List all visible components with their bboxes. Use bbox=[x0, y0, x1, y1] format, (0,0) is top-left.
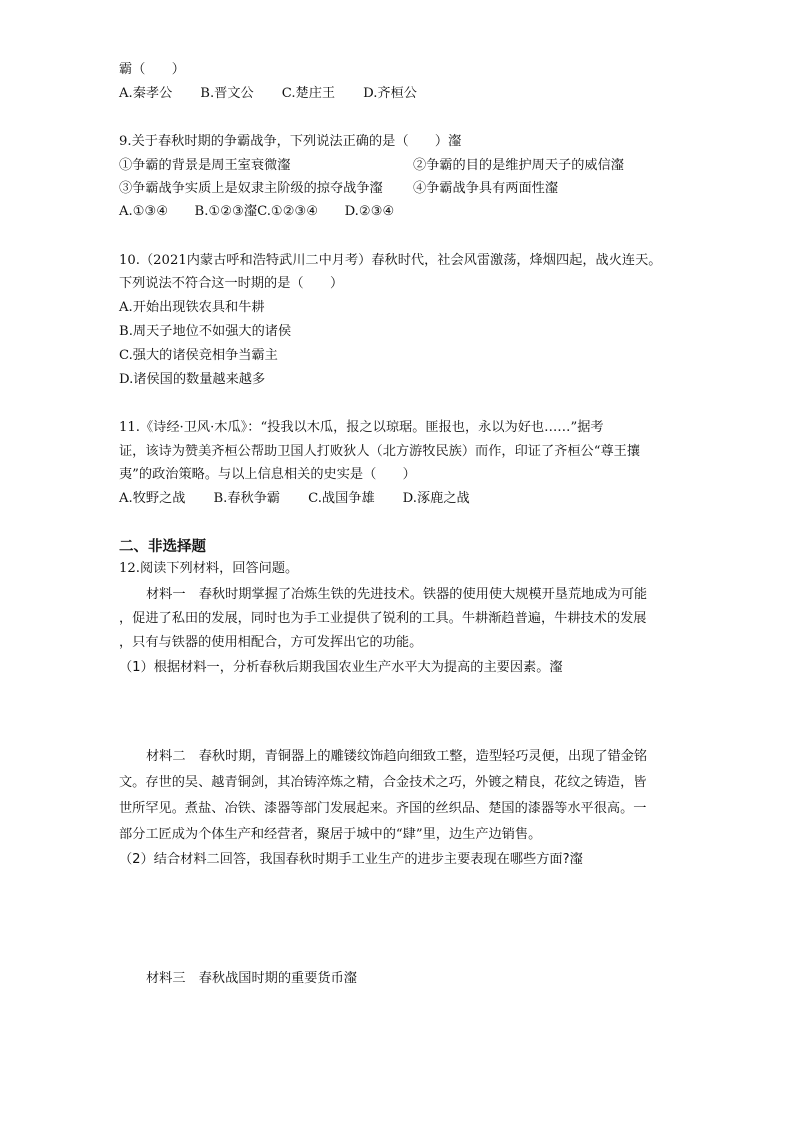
q11-line2: 证，该诗为赞美齐桓公帮助卫国人打败狄人（北方游牧民族）而作，印证了齐桓公“尊王攘 bbox=[119, 444, 641, 459]
q11-line3: 夷”的政治策略。与以上信息相关的史实是（ ） bbox=[119, 467, 416, 482]
q10-option-a: A.开始出现铁农具和牛耕 bbox=[119, 300, 265, 315]
q9-options: A.①③④ B.①②③瀣C.①②③④ D.②③④ bbox=[119, 204, 395, 219]
material2-line4: 部分工匠成为个体生产和经营者，聚居于城中的“肆”里，边生产边销售。 bbox=[119, 827, 542, 842]
q9-items-row1 bbox=[119, 156, 659, 176]
q11-option-b: B.春秋争霸 bbox=[213, 491, 281, 506]
q11-option-c: C.战国争雄 bbox=[308, 491, 375, 506]
material3-title: 材料三 春秋战国时期的重要货币瀣 bbox=[146, 971, 357, 986]
q11-option-a: A.牧野之战 bbox=[119, 491, 186, 506]
q11-option-d: D.涿鹿之战 bbox=[402, 491, 470, 506]
material2-line1: 材料二 春秋时期，青铜器上的雕镂纹饰趋向细致工整，造型轻巧灵便，出现了错金铭 bbox=[146, 749, 648, 764]
material2-line3: 世所罕见。煮盐、冶铁、漆器等部门发展起来。齐国的丝织品、楚国的漆器等水平很高。一 bbox=[119, 801, 647, 816]
q9-item-1: ①争霸的背景是周王室衰微瀣 bbox=[119, 158, 291, 173]
q9-item-4: ④争霸战争具有两面性瀣 bbox=[413, 181, 559, 196]
q8-stem-tail: 霸（ ） bbox=[119, 62, 185, 77]
q9-items-row2 bbox=[119, 179, 659, 199]
q9-stem: 9.关于春秋时期的争霸战争，下列说法正确的是（ ）瀣 bbox=[119, 134, 462, 149]
q12-stem: 12.阅读下列材料，回答问题。 bbox=[119, 561, 299, 576]
q11-options bbox=[119, 489, 470, 509]
q10-stem-line2: 下列说法不符合这一时期的是（ ） bbox=[119, 276, 344, 291]
q10-stem-line1: 10.（2021内蒙古呼和浩特武川二中月考）春秋时代，社会风雷激荡，烽烟四起，战火连天。 bbox=[119, 253, 662, 268]
q8-options bbox=[119, 84, 417, 104]
q10-option-c: C.强大的诸侯竞相争当霸主 bbox=[119, 348, 278, 363]
material1-line1: 材料一 春秋时期掌握了冶炼生铁的先进技术。铁器的使用使大规模开垦荒地成为可能 bbox=[146, 587, 648, 602]
q8-option-c: C.楚庄王 bbox=[281, 86, 336, 101]
sub-question-2: （2）结合材料二回答，我国春秋时期手工业生产的进步主要表现在哪些方面?瀣 bbox=[119, 852, 583, 867]
q8-option-b: B.晋文公 bbox=[200, 86, 254, 101]
q8-option-a: A.秦孝公 bbox=[119, 86, 173, 101]
sub-question-1: （1）根据材料一，分析春秋后期我国农业生产水平大为提高的主要因素。瀣 bbox=[119, 660, 563, 675]
section-heading: 二、非选择题 bbox=[119, 539, 206, 555]
q10-option-d: D.诸侯国的数量越来越多 bbox=[119, 372, 266, 387]
q8-option-d: D.齐桓公 bbox=[363, 86, 417, 101]
material1-line2: ，促进了私田的发展，同时也为手工业提供了锐利的工具。牛耕渐趋普遍，牛耕技术的发展 bbox=[119, 611, 647, 626]
q9-item-2: ②争霸的目的是维护周天子的威信瀣 bbox=[413, 158, 624, 173]
q9-item-3: ③争霸战争实质上是奴隶主阶级的掠夺战争瀣 bbox=[119, 181, 383, 196]
material2-line2: 文。存世的吴、越青铜剑，其冶铸淬炼之精，合金技术之巧，外镀之精良，花纹之铸造，皆 bbox=[119, 775, 647, 790]
q11-line1: 11.《诗经·卫风·木瓜》：“投我以木瓜，报之以琼琚。匪报也，永以为好也……”据考 bbox=[119, 420, 604, 435]
q10-option-b: B.周天子地位不如强大的诸侯 bbox=[119, 324, 292, 339]
material1-line3: ，只有与铁器的使用相配合，方可发挥出它的功能。 bbox=[119, 635, 423, 650]
